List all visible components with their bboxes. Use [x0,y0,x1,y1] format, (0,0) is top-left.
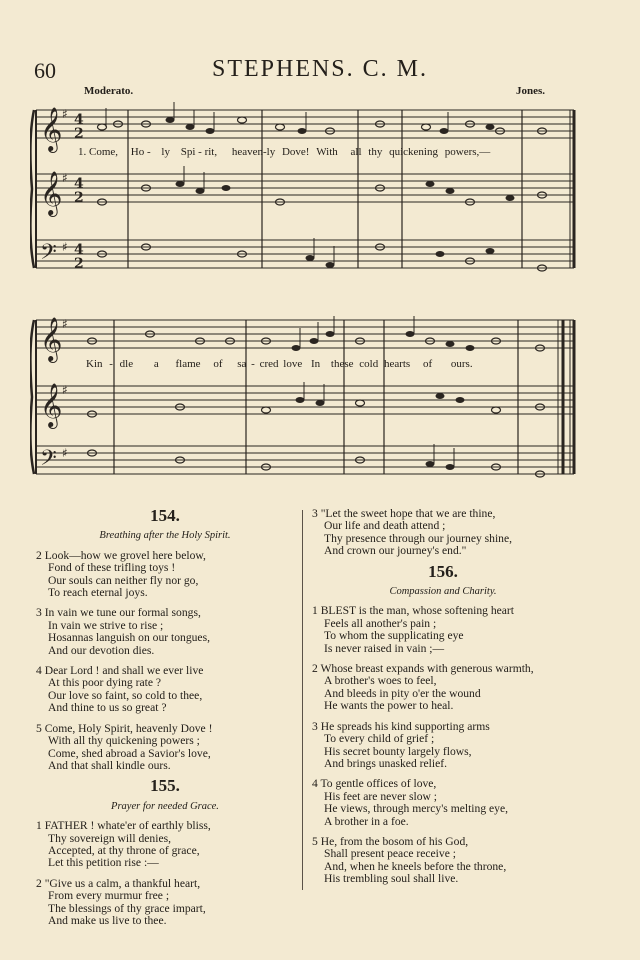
verse-line: And that shall kindle ours. [48,758,171,772]
lyric-syllable: Spi [180,146,196,158]
verse-line: 4 Dear Lord ! and shall we ever live [36,664,204,678]
verse-line: Come, shed abroad a Savior's love, [48,746,211,760]
staff-treble-2 [36,386,574,414]
verse-line: And brings unasked relief. [324,756,447,770]
lyric-syllable: quickening [389,146,438,158]
verse-line: Shall present peace receive ; [324,847,456,861]
staff-treble-2 [36,174,574,202]
hymn-number: 155. [150,776,180,796]
verse-line: To reach eternal joys. [48,586,148,600]
stanza [312,721,574,771]
stanza [36,550,294,600]
lyric-syllable: thy [368,146,383,158]
page-number: 60 [34,58,56,83]
stanza [36,820,294,870]
svg-text:4: 4 [74,176,84,192]
verse-line: A brother in a foe. [324,814,409,828]
svg-text:𝄢: 𝄢 [40,240,57,270]
lyric-syllable: powers,— [444,146,491,158]
svg-text:4: 4 [74,112,84,128]
svg-text:♯: ♯ [62,446,68,460]
svg-text:♯: ♯ [62,317,68,331]
verse-line: And crown our journey's end." [324,544,467,558]
verse-line: Feels all another's pain ; [324,616,437,630]
svg-text:2: 2 [74,126,84,142]
lyric-syllable: cred [259,358,279,370]
verse-line: To whom the supplicating eye [324,629,464,643]
verse-line: Fond of these trifling toys ! [48,561,176,575]
stanza [36,878,294,928]
lyric-syllable: Ho [130,146,145,158]
hymn-heading: Breathing after the Holy Spirit. [99,530,231,542]
staff-treble-1 [36,110,574,138]
lyric-syllable: With [316,146,338,158]
verse-line: And our devotion dies. [48,643,155,657]
staff-notation-1 [30,98,578,278]
verse-line: Thy sovereign will denies, [48,831,171,845]
stanza [312,663,574,713]
verse-line: 1 FATHER ! whate'er of earthly bliss, [36,819,211,833]
verse-line: And thine to us so great ? [48,701,167,715]
svg-text:♯: ♯ [62,171,68,185]
verse-line: 2 Look—how we grovel here below, [36,548,206,562]
verse-line: 3 In vain we tune our formal songs, [36,606,201,620]
svg-text:𝄞: 𝄞 [40,171,63,215]
verse-line: 4 To gentle offices of love, [312,777,437,791]
verse-line: A brother's woes to feel, [324,674,437,688]
verse-line: And make us live to thee. [48,913,167,927]
svg-text:♯: ♯ [62,240,68,254]
stanza [36,723,294,773]
verse-line: 5 He, from the bosom of his God, [312,834,469,848]
hymn-heading: Prayer for needed Grace. [111,800,219,812]
lyric-syllable: rit, [204,146,218,158]
lyric-syllable: - [198,146,202,158]
verse-line: 2 "Give us a calm, a thankful heart, [36,876,201,890]
lyric-syllable: these [330,358,354,370]
lyric-syllable: ly [161,146,170,158]
tempo-marking: Moderato. [84,85,134,97]
lyric-syllable: of [213,358,223,370]
tune-title: STEPHENS. C. M. [211,56,429,82]
lyric-syllable: love [283,358,303,370]
verse-line: Our life and death attend ; [324,519,446,533]
svg-text:♯: ♯ [62,107,68,121]
verse-line: 2 Whose breast expands with generous warmth, [312,662,534,676]
verse-line: And, when he kneels before the throne, [324,859,507,873]
lyric-syllable: ours. [450,358,473,370]
column-divider [302,510,303,890]
lyrics-line-2 [86,358,473,370]
verse-line: Our souls can neither fly nor go, [48,573,199,587]
composer-name: Jones. [516,85,546,97]
verse-line: In vain we strive to rise ; [48,618,164,632]
lyric-syllable: sa [237,358,247,370]
svg-text:2: 2 [74,190,84,206]
stanza [36,607,294,657]
verse-line: And bleeds in pity o'er the wound [324,686,481,700]
hymn-heading: Compassion and Charity. [389,586,497,598]
verse-line: The blessings of thy grace impart, [48,901,206,915]
svg-text:4: 4 [74,242,84,258]
stanza [36,665,294,715]
verse-line: His feet are never slow ; [324,789,437,803]
verse-line: Accepted, at thy throne of grace, [48,843,200,857]
lyric-syllable: hearts [383,358,411,370]
lyric-syllable: - [251,358,255,370]
lyric-syllable: of [422,358,433,370]
verse-line: 3 He spreads his kind supporting arms [312,719,490,733]
verse-line: 3 "Let the sweet hope that we are thine, [312,507,496,520]
verse-line: Hosannas languish on our tongues, [48,631,210,645]
verse-line: His trembling soul shall live. [324,872,459,886]
lyric-syllable: heaven-ly [231,146,276,158]
right-column [312,508,574,894]
lyric-syllable: Dove! [281,146,310,158]
lyric-syllable: In [310,358,321,370]
hymn-number: 156. [428,561,458,581]
verse-line: He wants the power to heal. [324,699,454,713]
svg-text:𝄞: 𝄞 [40,383,63,427]
lyric-syllable: all [350,146,362,158]
hymn-number: 154. [150,506,180,525]
verse-line: To every child of grief ; [324,732,435,746]
lyric-syllable: 1. Come, [78,146,119,158]
verse-line: Our love so faint, so cold to thee, [48,688,203,702]
stanza [312,508,574,558]
music-system-2 [30,306,578,482]
lyric-syllable: - [109,358,113,370]
svg-text:𝄞: 𝄞 [40,317,63,361]
svg-text:♯: ♯ [62,383,68,397]
verse-line: With all thy quickening powers ; [48,734,200,748]
stanza [312,605,574,655]
left-column [36,508,294,935]
lyric-syllable: flame [175,358,201,370]
lyric-syllable: a [153,358,159,370]
verse-line: He views, through mercy's melting eye, [324,802,508,816]
svg-text:𝄢: 𝄢 [40,446,57,476]
verse-line: 5 Come, Holy Spirit, heavenly Dove ! [36,721,213,735]
staff-notation-2 [30,306,578,482]
lyric-syllable: dle [119,358,134,370]
lyric-syllable: - [146,146,151,158]
verse-line: At this poor dying rate ? [48,676,162,690]
music-system-1 [30,98,578,278]
verse-line: His secret bounty largely flows, [324,744,472,758]
stanza [312,836,574,886]
svg-text:2: 2 [74,256,84,272]
verse-line: Is never raised in vain ;— [324,641,445,655]
verse-line: From every murmur free ; [48,889,170,903]
lyric-syllable: Kin [86,358,103,370]
lyric-syllable: cold [359,358,379,370]
verse-line: Let this petition rise :— [48,856,159,870]
lyrics-line-1 [78,146,490,158]
svg-text:𝄞: 𝄞 [40,107,63,151]
verse-line: 1 BLEST is the man, whose softening heart [312,604,515,618]
verse-line: Thy presence through our journey shine, [324,531,513,545]
staff-bass [36,240,574,268]
stanza [312,778,574,828]
